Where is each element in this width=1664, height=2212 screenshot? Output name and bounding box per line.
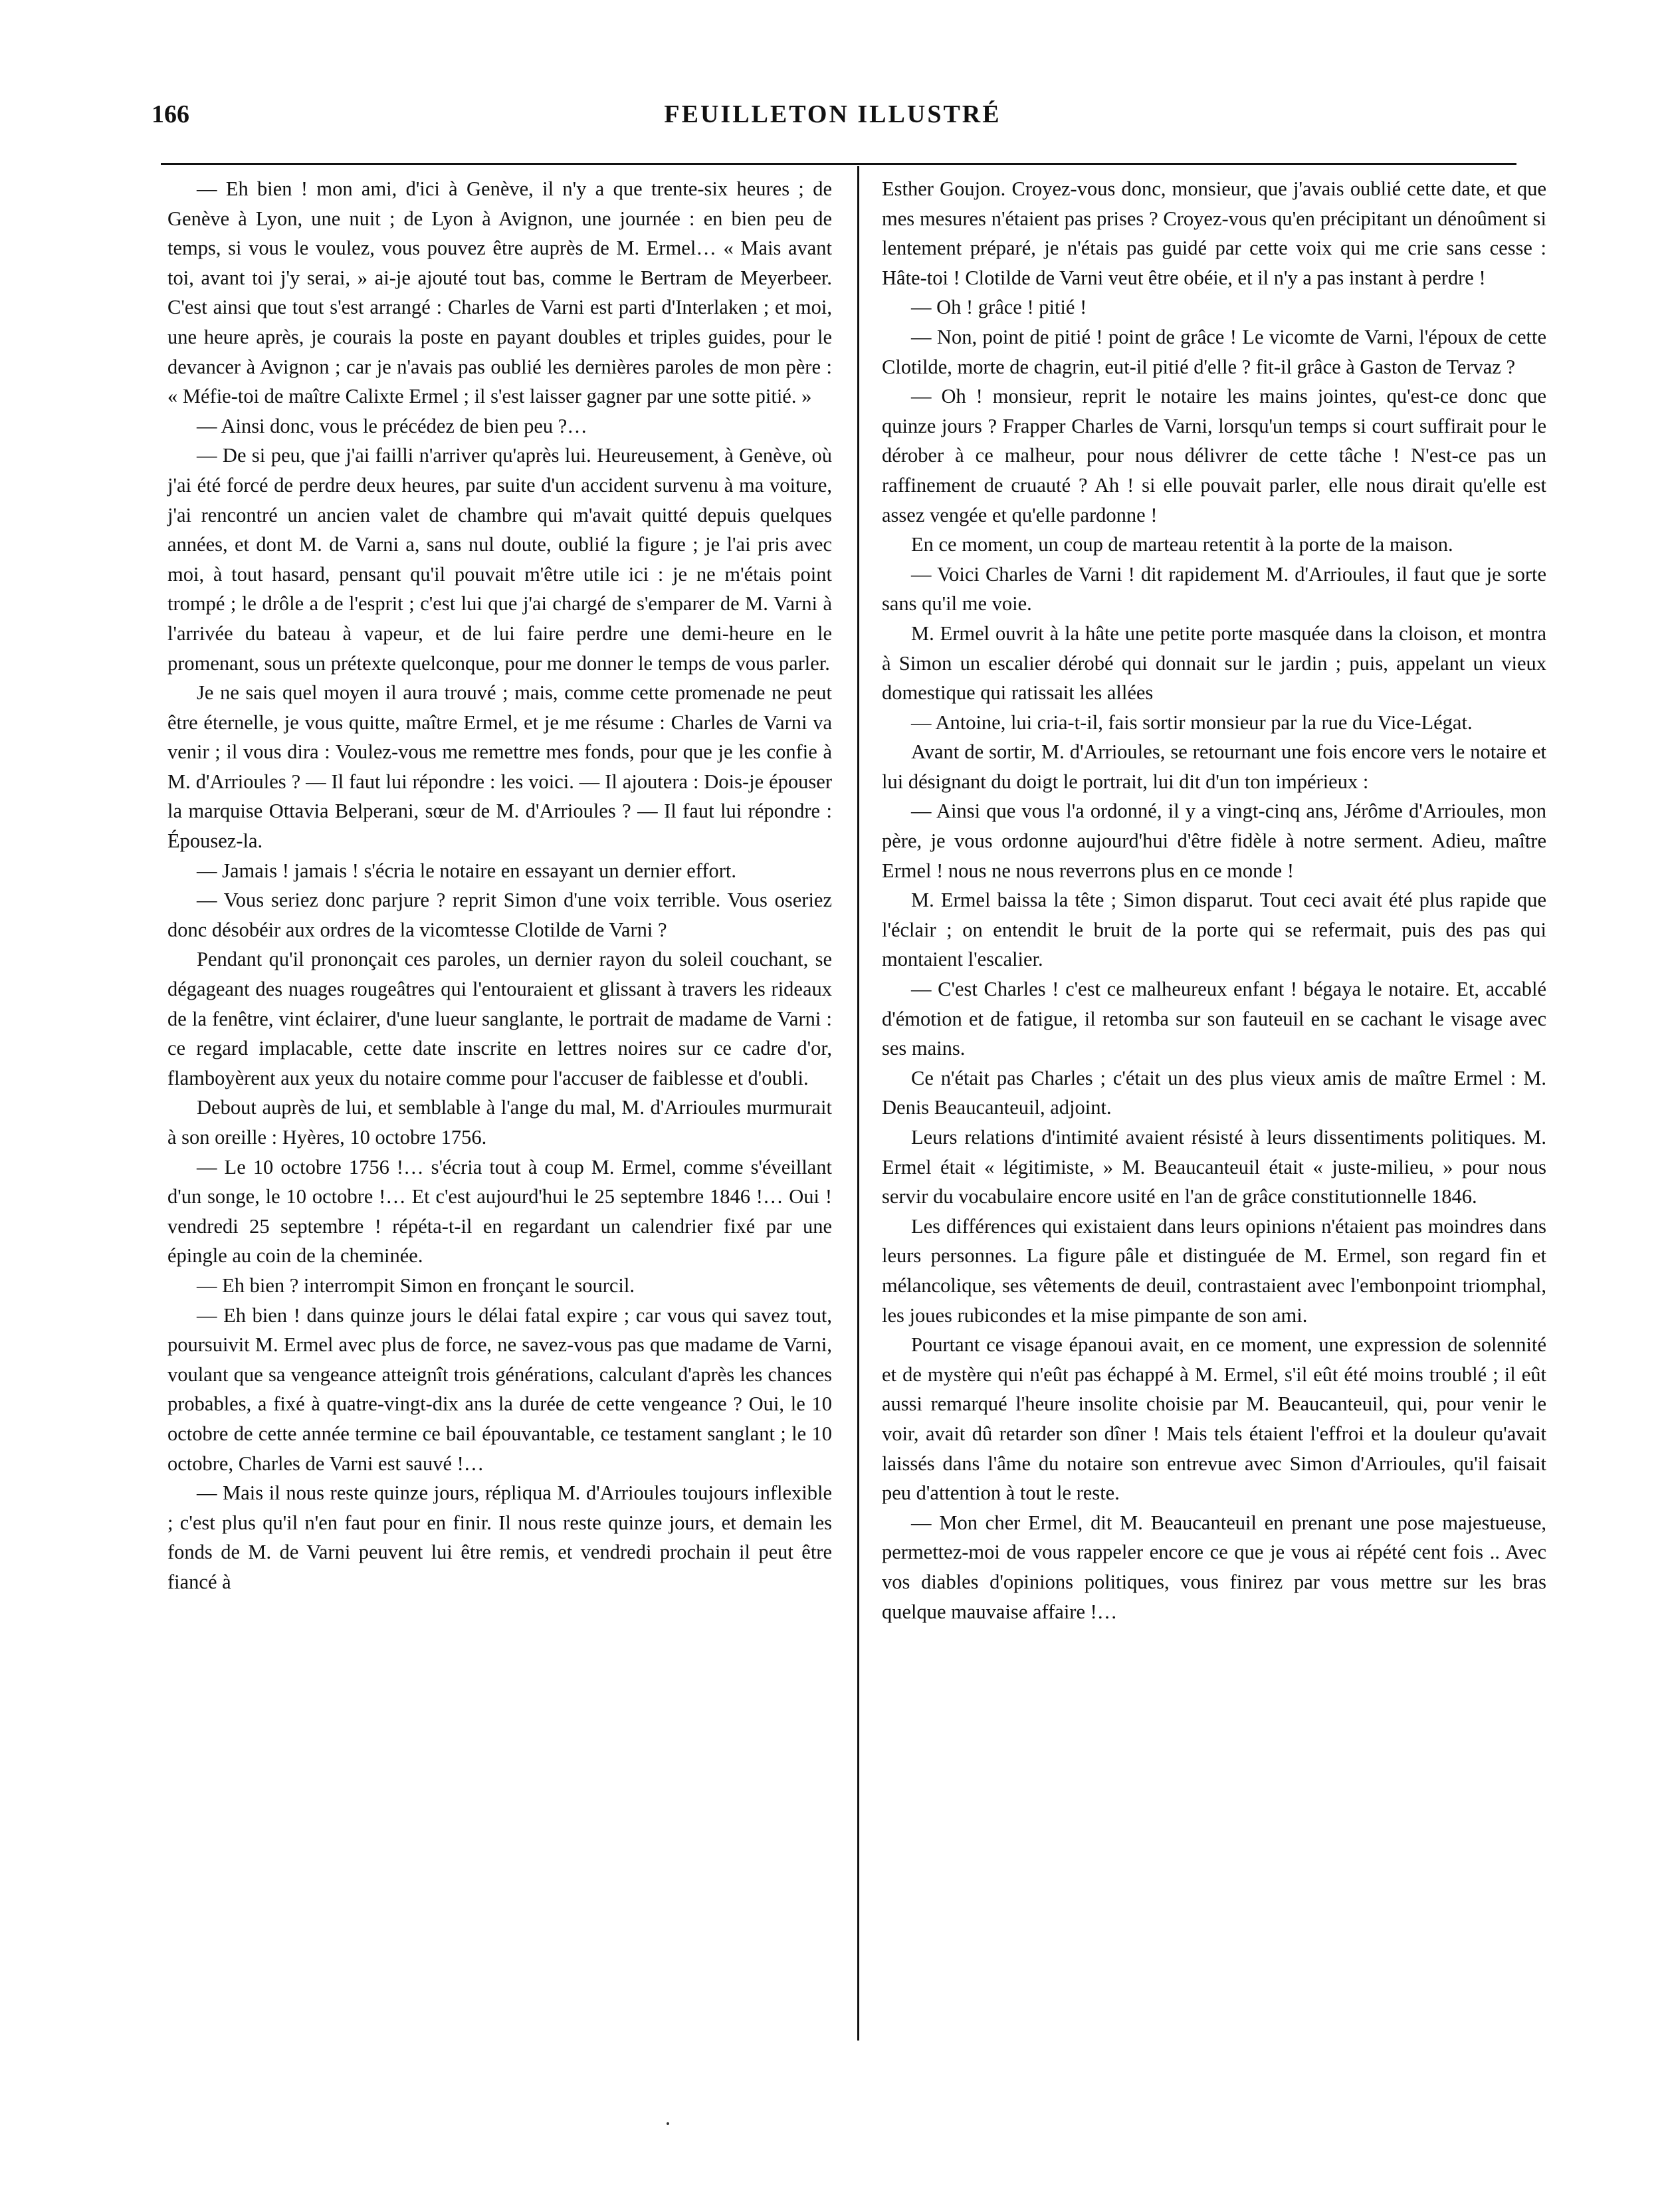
paragraph: Debout auprès de lui, et semblable à l'ange du mal, M. d'Arrioules murmurait à son oreille : Hyères, 10 octobre 1756. — [167, 1096, 832, 1149]
paragraph: — Jamais ! jamais ! s'écria le notaire en essayant un dernier effort. — [197, 859, 737, 882]
left-column — [167, 174, 832, 1597]
paragraph: — C'est Charles ! c'est ce malheureux enfant ! bégaya le notaire. Et, accablé d'émotion et de fatigue, il retomba sur son fauteuil en se cachant le visage avec ses mains. — [882, 978, 1546, 1060]
paragraph: M. Ermel ouvrit à la hâte une petite porte masquée dans la cloison, et montra à Simon un escalier dérobé qui donnait sur le jardin ; puis, appelant un vieux domestique qui ratissait les allées — [882, 621, 1546, 705]
paragraph: — Le 10 octobre 1756 !… s'écria tout à coup M. Ermel, comme s'éveillant d'un songe, le 10 octobre !… Et c'est aujourd'hui le 25 septembre 1846 !… Oui ! vendredi 25 septembre ! répéta-t-il en regardant un calendrier fixé par une épingle au coin de la cheminée. — [167, 1155, 832, 1268]
paragraph: — Eh bien ? interrompit Simon en fronçant le sourcil. — [197, 1273, 635, 1297]
header-rule — [161, 163, 1516, 165]
paragraph: M. Ermel baissa la tête ; Simon disparut. Tout ceci avait été plus rapide que l'éclair ; on entendit le bruit de la porte qui se refermait, puis des pas qui montaient l'escalier. — [882, 889, 1546, 971]
paragraph: En ce moment, un coup de marteau retentit à la porte de la maison. — [911, 533, 1453, 556]
paragraph: Pourtant ce visage épanoui avait, en ce moment, une expression de solennité et de mystère qui n'eût pas échappé à M. Ermel, s'il eût été moins troublé ; il eût aussi remarqué l'heure insolite choisie par M. Beaucanteuil, qui, pour venir le voir, avait dû retarder son dîner ! Mais tels étaient l'effroi et la douleur qu'avait laissés dans l'âme du notaire son entrevue avec Simon d'Arrioules, qu'il faisait peu d'attention à tout le reste. — [882, 1333, 1546, 1505]
paragraph: — Vous seriez donc parjure ? reprit Simon d'une voix terrible. Vous oseriez donc désobéir aux ordres de la vicomtesse Clotilde de Varni ? — [167, 889, 832, 941]
page-number: 166 — [152, 100, 189, 128]
paragraph: — Eh bien ! dans quinze jours le délai fatal expire ; car vous qui savez tout, poursuivit M. Ermel avec plus de force, ne savez-vous pas que madame de Varni, voulant que sa vengeance atteignît trois générations, calculant d'après les chances probables, a fixé à quatre-vingt-dix ans la durée de cette vengeance ? Oui, le 10 octobre de cette année termine ce bail épouvantable, ce testament sanglant ; le 10 octobre, Charles de Varni est sauvé !… — [167, 1303, 832, 1475]
page-header — [152, 100, 1514, 146]
paragraph: — De si peu, que j'ai failli n'arriver qu'après lui. Heureusement, à Genève, où j'ai été forcé de perdre deux heures, par suite d'un accident survenu à ma voiture, j'ai rencontré un ancien valet de chambre qui m'avait quitté depuis quelques années, et dont M. de Varni a, sans nul doute, oublié la figure ; je l'ai pris avec moi, à tout hasard, pensant qu'il pouvait m'être utile ici : je ne m'étais point trompé ; le drôle a de l'esprit ; c'est lui que j'ai chargé de s'emparer de M. Varni à l'arrivée du bateau à vapeur, et de lui faire perdre une demi-heure en le promenant, sous un prétexte quelconque, pour me donner le temps de vous parler. — [167, 444, 832, 675]
running-title: FEUILLETON ILLUSTRÉ — [664, 100, 1001, 128]
paragraph: — Oh ! monsieur, reprit le notaire les mains jointes, qu'est-ce donc que quinze jours ? Frapper Charles de Varni, lorsqu'un temps si court suffirait pour le dérober à ce malheur, pour nous délivrer de cette tâche ! N'est-ce pas un raffinement de cruauté ? Ah ! si elle pouvait parler, elle nous dirait qu'elle est assez vengée et qu'elle pardonne ! — [882, 385, 1546, 526]
paragraph: Les différences qui existaient dans leurs opinions n'étaient pas moindres dans leurs personnes. La figure pâle et distinguée de M. Ermel, son regard fin et mélancolique, ses vêtements de deuil, contrastaient avec l'embonpoint triomphal, les joues rubicondes et la mise pimpante de son ami. — [882, 1214, 1546, 1327]
paragraph: — Eh bien ! mon ami, d'ici à Genève, il n'y a que trente-six heures ; de Genève à Lyon, une nuit ; de Lyon à Avignon, une journée : en bien peu de temps, si vous le voulez, vous pouvez être auprès de M. Ermel… « Mais avant toi, avant toi j'y serai, » ai-je ajouté tout bas, comme le Bertram de Meyerbeer. C'est ainsi que tout s'est arrangé : Charles de Varni est parti d'Interlaken ; et moi, une heure après, je courais la poste en payant doubles et triples guides, pour le devancer à Avignon ; car je n'avais pas oublié les dernières paroles de mon père : « Méfie-toi de maître Calixte Ermel ; il s'est laisser gagner par une sotte pitié. » — [167, 177, 832, 408]
column-divider — [857, 166, 859, 2041]
paragraph: Pendant qu'il prononçait ces paroles, un dernier rayon du soleil couchant, se dégageant des nuages rougeâtres qui l'entouraient et glissant à travers les rideaux de la fenêtre, vint éclairer, d'une lueur sanglante, le portrait de madame de Varni : ce regard implacable, cette date inscrite en lettres noires sur ce cadre d'or, flamboyèrent aux yeux du notaire comme pour l'accuser de faiblesse et d'oubli. — [167, 948, 832, 1089]
paragraph: — Voici Charles de Varni ! dit rapidement M. d'Arrioules, il faut que je sorte sans qu'il me voie. — [882, 562, 1546, 615]
paragraph: Avant de sortir, M. d'Arrioules, se retournant une fois encore vers le notaire et lui désignant du doigt le portrait, lui dit d'un ton impérieux : — [882, 740, 1546, 793]
print-speck — [667, 2122, 669, 2125]
paragraph: — Oh ! grâce ! pitié ! — [911, 296, 1087, 319]
paragraph: — Ainsi donc, vous le précédez de bien peu ?… — [197, 414, 587, 437]
right-column — [882, 174, 1546, 1626]
paragraph: — Ainsi que vous l'a ordonné, il y a vingt-cinq ans, Jérôme d'Arrioules, mon père, je vous ordonne aujourd'hui d'être fidèle à notre serment. Adieu, maître Ermel ! nous ne nous reverrons plus en ce monde ! — [882, 800, 1546, 882]
paragraph: — Non, point de pitié ! point de grâce ! Le vicomte de Varni, l'époux de cette Clotilde, morte de chagrin, eut-il pitié d'elle ? fit-il grâce à Gaston de Tervaz ? — [882, 325, 1546, 378]
paragraph: Esther Goujon. Croyez-vous donc, monsieur, que j'avais oublié cette date, et que mes mesures n'étaient pas prises ? Croyez-vous qu'en précipitant un dénoûment si lentement préparé, je n'étais pas guidé par cette voix qui me crie sans cesse : Hâte-toi ! Clotilde de Varni veut être obéie, et il n'y a pas instant à perdre ! — [882, 177, 1546, 289]
paragraph: Je ne sais quel moyen il aura trouvé ; mais, comme cette promenade ne peut être éternelle, je vous quitte, maître Ermel, et je me résume : Charles de Varni va venir ; il vous dira : Voulez-vous me remettre mes fonds, pour que je les confie à M. d'Arrioules ? — Il faut lui répondre : les voici. — Il ajoutera : Dois-je épouser la marquise Ottavia Belperani, sœur de M. d'Arrioules ? — Il faut lui répondre : Épousez-la. — [167, 681, 832, 853]
paragraph: — Antoine, lui cria-t-il, fais sortir monsieur par la rue du Vice-Légat. — [911, 711, 1473, 734]
paragraph: — Mon cher Ermel, dit M. Beaucanteuil en prenant une pose majestueuse, permettez-moi de vous rappeler encore ce que je vous ai répété cent fois .. Avec vos diables d'opinions politiques, vous finirez par vous mettre sur les bras quelque mauvaise affaire !… — [882, 1511, 1546, 1623]
paragraph: Leurs relations d'intimité avaient résisté à leurs dissentiments politiques. M. Ermel était « légitimiste, » M. Beaucanteuil était « juste-milieu, » pour nous servir du vocabulaire encore usité en l'an de grâce constitutionnelle 1846. — [882, 1126, 1546, 1208]
paragraph: — Mais il nous reste quinze jours, répliqua M. d'Arrioules toujours inflexible ; c'est plus qu'il n'en faut pour en finir. Il nous reste quinze jours, et demain les fonds de M. de Varni peuvent lui être remis, et vendredi prochain il peut être fiancé à — [167, 1482, 832, 1593]
paragraph: Ce n'était pas Charles ; c'était un des plus vieux amis de maître Ermel : M. Denis Beaucanteuil, adjoint. — [882, 1066, 1546, 1119]
